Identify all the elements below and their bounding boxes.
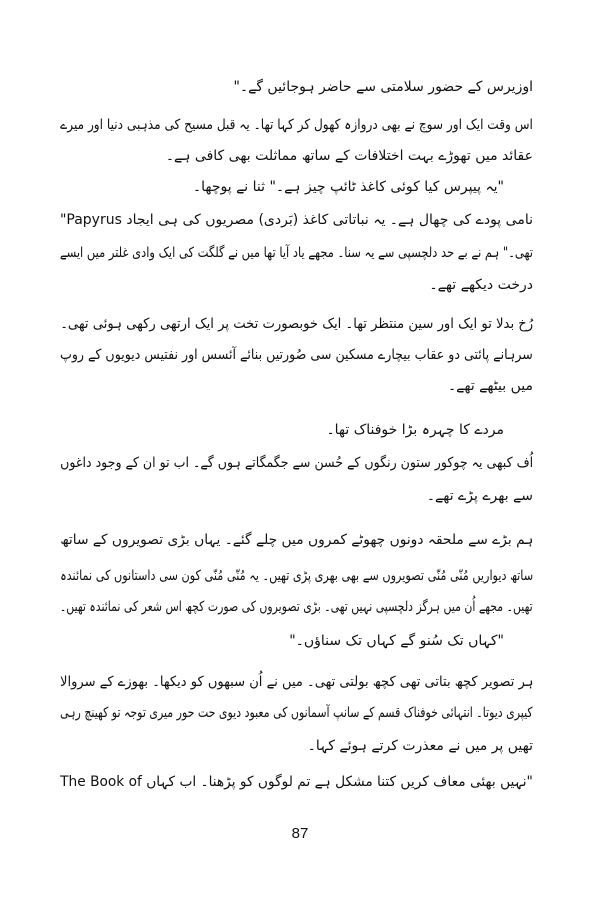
page-number: 87 xyxy=(291,825,309,842)
text-line: مردے کا چہرہ بڑا خوفناک تھا۔ xyxy=(326,422,504,438)
text-line: تھیں پر میں نے معذرت کرتے ہوئے کہا۔ xyxy=(307,738,533,754)
text-line: درخت دیکھے تھے۔ xyxy=(429,277,533,293)
text-line: سے بھرے پڑے تھے۔ xyxy=(426,488,533,504)
text-line: "یہ پیپرس کیا کوئی کاغذ ٹائپ چیز ہے۔" ثنا نے پوچھا۔ xyxy=(192,179,504,195)
text-line: تھی۔" ہم نے بے حد دلچسپی سے یہ سنا۔ مجھے یاد آیا تھا میں نے گلگت کی ایک وادی غلتر میں ایسے xyxy=(59,245,533,261)
text-line: عقائد میں تھوڑے بہت اختلافات کے ساتھ مماثلت بھی کافی ہے۔ xyxy=(165,148,533,164)
text-line: "Papyrus نامی پودے کی چھال ہے۔ یہ نباتاتی کاغذ (بَردی) مصریوں کی ہی ایجاد xyxy=(59,212,533,228)
text-line: سرہانے پائتی دو عقاب بیچارے مسکین سی صُورتیں بنائے آئسس اور نفتیس دیویوں کے روپ xyxy=(60,347,533,363)
text-line: اُف کبھی یہ چوکور ستون رنگوں کے حُسن سے جگمگاتے ہوں گے۔ اب تو ان کے وجود داغوں xyxy=(59,455,533,471)
text-line: "نہیں بھئی معاف کریں کتنا مشکل ہے تم لوگوں کو پڑھنا۔ اب کہاں The Book of xyxy=(60,774,533,790)
text-line: ہم بڑے سے ملحقہ دونوں چھوٹے کمروں میں چلے گئے۔ یہاں بڑی تصویروں کے ساتھ xyxy=(59,532,533,548)
text-line: ساتھ دیواریں مُنّی مُنّی تصویروں سے بھی بھری پڑی تھیں۔ یہ مُنّی مُنّی کون سی داستانوں کی نمائندہ xyxy=(59,568,533,584)
text-line: میں بیٹھے تھے۔ xyxy=(447,378,533,394)
text-line: رُخ بدلا تو ایک اور سین منتظر تھا۔ ایک خوبصورت تخت پر ایک ارتھی رکھی ہوئی تھی۔ xyxy=(60,316,533,332)
text-line: تھیں۔ مجھے اُن میں ہرگز دلچسپی نہیں تھی۔ بڑی تصویروں کی صورت کچھ اس شعر کی نمائندہ تھیں۔ xyxy=(60,599,533,615)
text-line: اس وقت ایک اور سوچ نے بھی دروازہ کھول کر کہا تھا۔ یہ قبل مسیح کی مذہبی دنیا اور میرے xyxy=(60,117,533,133)
text-line: اوزیرس کے حضور سلامتی سے حاضر ہوجائیں گے۔" xyxy=(233,79,533,95)
text-line: ہر تصویر کچھ بتاتی تھی کچھ بولتی تھی۔ میں نے اُن سبھوں کو دیکھا۔ بھوزے کے سروالا xyxy=(59,674,533,690)
text-line: "کہاں تک سُنو گے کہاں تک سناؤں۔" xyxy=(289,633,504,649)
text-line: کیپری دیوتا۔ انتہائی خوفناک قسم کے سانپ آسمانوں کی معبود دیوی حت حور میری توجہ تو کھینچ رہی xyxy=(60,705,533,721)
